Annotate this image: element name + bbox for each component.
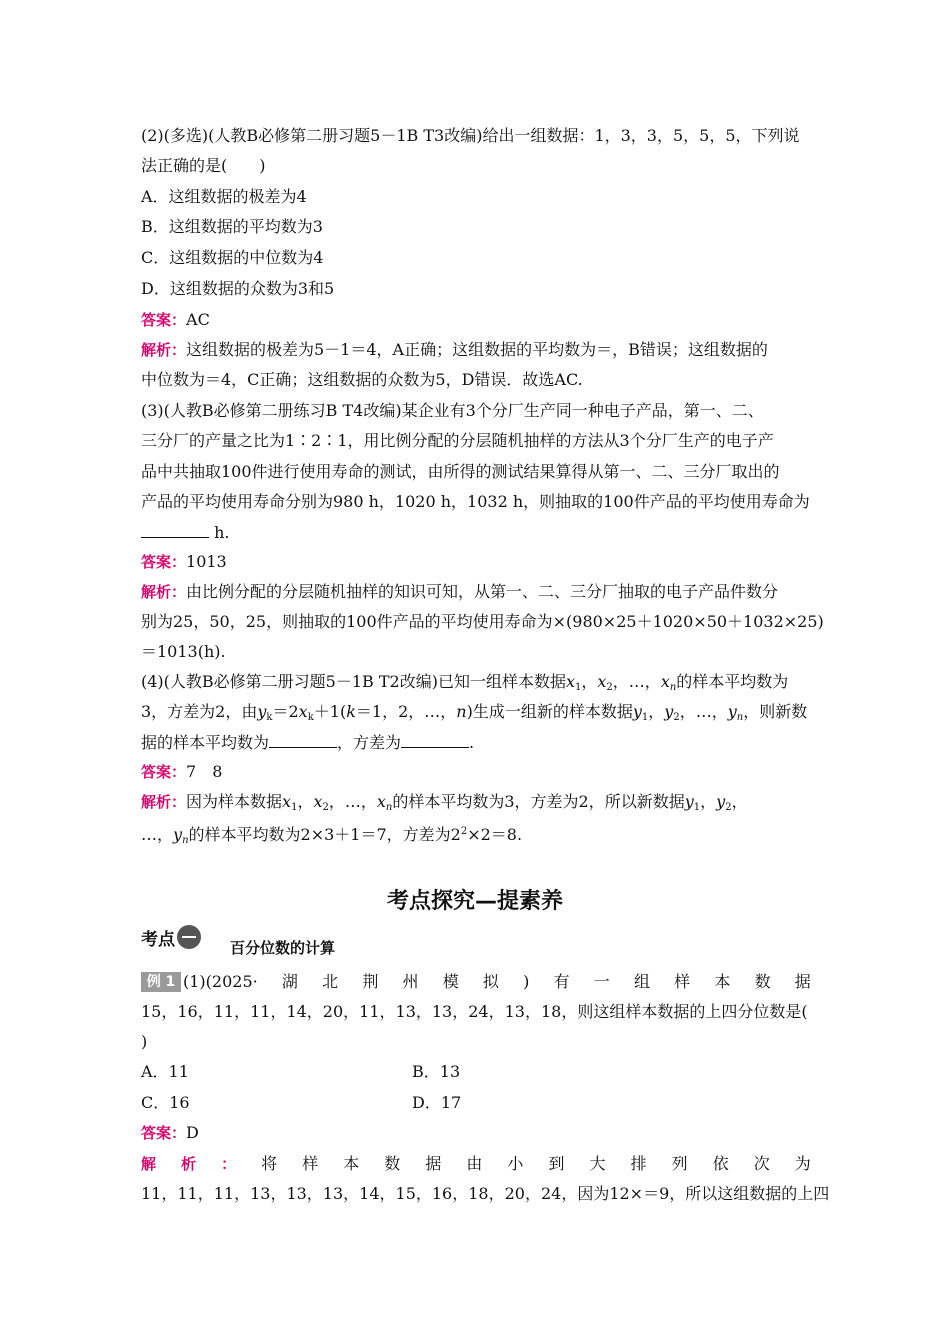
example1-word: 北 xyxy=(322,972,339,991)
analysis-word: 到 xyxy=(548,1154,565,1173)
analysis-text: 因为样本数据 xyxy=(186,792,283,811)
unit-text: h. xyxy=(209,523,230,542)
analysis-text: ×2＝8. xyxy=(467,825,523,844)
analysis-label: 解析： xyxy=(141,583,187,601)
analysis-text: 这组数据的极差为5－1＝4，A正确；这组数据的平均数为＝，B错误；这组数据的 xyxy=(186,340,768,359)
example1-word: 湖 xyxy=(281,972,298,991)
example-badge: 例 1 xyxy=(141,972,181,992)
example1-word: ) xyxy=(523,972,530,991)
example1-word: 有 xyxy=(553,972,570,991)
analysis-word: 本 xyxy=(343,1154,360,1173)
example1-word: 荆 xyxy=(362,972,379,991)
stem-text: ，方差为 xyxy=(337,733,402,752)
analysis-word: 由 xyxy=(466,1154,483,1173)
example1-word: 据 xyxy=(794,972,811,991)
example1-analysis-line1 xyxy=(141,1154,811,1174)
analysis-word: 将 xyxy=(261,1154,278,1173)
example1-word: 州 xyxy=(402,972,419,991)
stem-text: ，则新数 xyxy=(743,702,808,721)
stem-text: 3，方差为2，由 xyxy=(141,702,258,721)
kaodian-title: 百分位数的计算 xyxy=(230,939,336,957)
q2-stem-line1: (2)(多选)(人教B必修第二册习题5－1B T3改编)给出一组数据：1，3，3，5，5，5，下列说 xyxy=(141,126,800,145)
q2-option-c: C．这组数据的中位数为4 xyxy=(141,248,324,267)
example1-line2: 15，16，11，11，14，20，11，13，13，24，13，18，则这组样本数据的上四分位数是( xyxy=(141,1002,808,1021)
analysis-word: 据 xyxy=(425,1154,442,1173)
answer-value: D xyxy=(186,1123,199,1142)
q4-analysis-line1: 解析：因为样本数据$x_1$，$x_2$，…，$x_n$的样本平均数为3，方差为2，所以新数据$y_1$，$y_2$， xyxy=(141,792,748,813)
answer-value: 1013 xyxy=(186,552,227,571)
example1-word: 模 xyxy=(442,972,459,991)
stem-text: 据的样本平均数为 xyxy=(141,733,270,752)
analysis-text: 由比例分配的分层随机抽样的知识可知，从第一、二、三分厂抽取的电子产品件数分 xyxy=(186,582,779,601)
kaodian-badge xyxy=(141,924,201,950)
analysis-label: 解析： xyxy=(141,341,187,359)
example1-word: 一 xyxy=(593,972,610,991)
answer-label: 答案： xyxy=(141,553,187,571)
q2-option-d: D．这组数据的众数为3和5 xyxy=(141,279,335,298)
option-b: B．13 xyxy=(412,1062,461,1081)
example1-word: 组 xyxy=(633,972,650,991)
example1-analysis-line2: 11，11，11，13，13，13，14，15，16，18，20，24，因为12×＝9，所以这组数据的上四 xyxy=(141,1184,830,1203)
q3-stem-line5 xyxy=(141,522,811,543)
analysis-word: 次 xyxy=(753,1154,770,1173)
analysis-label: 解析： xyxy=(141,793,187,811)
q3-stem-line3: 品中共抽取100件进行使用寿命的测试，由所得的测试结果算得从第一、二、三分厂取出的 xyxy=(141,462,780,481)
fill-blank xyxy=(141,522,209,538)
example1-line1 xyxy=(141,972,811,992)
q3-analysis-line3: ＝1013(h). xyxy=(141,642,226,661)
q2-answer xyxy=(141,310,811,330)
q2-analysis-line2: 中位数为＝4，C正确；这组数据的众数为5，D错误．故选AC. xyxy=(141,370,583,389)
analysis-label-char: 析 xyxy=(181,1155,197,1173)
answer-value: 7 8 xyxy=(186,762,223,781)
answer-label: 答案： xyxy=(141,311,187,329)
stem-text: 的样本平均数为 xyxy=(676,672,789,691)
option-d: D．17 xyxy=(412,1093,462,1112)
analysis-word: 大 xyxy=(589,1154,606,1173)
q2-option-b: B．这组数据的平均数为3 xyxy=(141,217,323,236)
analysis-word: 依 xyxy=(712,1154,729,1173)
q4-stem-line2: 3，方差为2，由$y_k=2x_k+1(k=1$，2，…，n)生成一组新的样本数据$y_1$，$y_2$，…，$y_n$，则新数 xyxy=(141,702,808,723)
q4-analysis-line2: …，$y_n$的样本平均数为2×3＋1＝7，方差为$2^2\times 2=8$. xyxy=(141,825,523,846)
section-title: 考点探究—提素养 xyxy=(386,889,563,914)
q2-analysis-line1 xyxy=(141,340,811,360)
analysis-text: 的样本平均数为2×3＋1＝7，方差为2 xyxy=(188,825,461,844)
example1-word: 样 xyxy=(674,972,691,991)
q2-stem-line2: 法正确的是( ) xyxy=(141,156,266,175)
q3-analysis-line2: 别为25，50，25，则抽取的100件产品的平均使用寿命为×(980×25＋1020×50＋1032×25) xyxy=(141,612,824,631)
answer-label: 答案： xyxy=(141,1124,187,1142)
analysis-word: 列 xyxy=(671,1154,688,1173)
q4-answer xyxy=(141,762,811,782)
example1-word: (1)(2025· xyxy=(183,972,258,991)
answer-label: 答案： xyxy=(141,763,187,781)
q3-stem-line2: 三分厂的产量之比为1∶2∶1，用比例分配的分层随机抽样的方法从3个分厂生产的电子产 xyxy=(141,431,774,450)
option-a: A．11 xyxy=(141,1062,189,1081)
stem-text: (4)(人教B必修第二册习题5－1B T2改编)已知一组样本数据 xyxy=(141,672,566,691)
stem-text: 生成一组新的样本数据 xyxy=(472,702,633,721)
kaodian-label: 考点 xyxy=(141,929,175,950)
q3-stem-line1: (3)(人教B必修第二册练习B T4改编)某企业有3个分厂生产同一种电子产品，第一、二、 xyxy=(141,401,764,420)
example1-word: 拟 xyxy=(482,972,499,991)
analysis-word: 小 xyxy=(507,1154,524,1173)
analysis-word: 排 xyxy=(630,1154,647,1173)
q3-stem-line4: 产品的平均使用寿命分别为980 h，1020 h，1032 h，则抽取的100件产品的平均使用寿命为 xyxy=(141,492,810,511)
analysis-word: 样 xyxy=(302,1154,319,1173)
q3-answer xyxy=(141,552,811,572)
fill-blank xyxy=(269,732,337,748)
analysis-label-char: 解 xyxy=(141,1155,157,1173)
analysis-word: 数 xyxy=(384,1154,401,1173)
q3-analysis-line1 xyxy=(141,582,811,602)
q4-stem-line3: 据的样本平均数为 ，方差为 . xyxy=(141,733,475,752)
option-c: C．16 xyxy=(141,1093,190,1112)
analysis-label-char: ： xyxy=(221,1155,237,1173)
analysis-word: 为 xyxy=(794,1154,811,1173)
example1-word: 数 xyxy=(754,972,771,991)
example1-line3: ) xyxy=(141,1032,148,1051)
q2-option-a: A．这组数据的极差为4 xyxy=(141,187,307,206)
example1-answer xyxy=(141,1123,811,1143)
example1-line1-words xyxy=(183,972,811,992)
number-one-circle-icon xyxy=(177,925,201,949)
example1-word: 本 xyxy=(714,972,731,991)
fill-blank xyxy=(401,732,469,748)
analysis-text: 的样本平均数为3，方差为2，所以新数据 xyxy=(392,792,685,811)
answer-value: AC xyxy=(186,310,210,329)
q4-stem-line1: (4)(人教B必修第二册习题5－1B T2改编)已知一组样本数据$x_1$，$x_2$，…，$x_n$的样本平均数为 xyxy=(141,672,789,693)
